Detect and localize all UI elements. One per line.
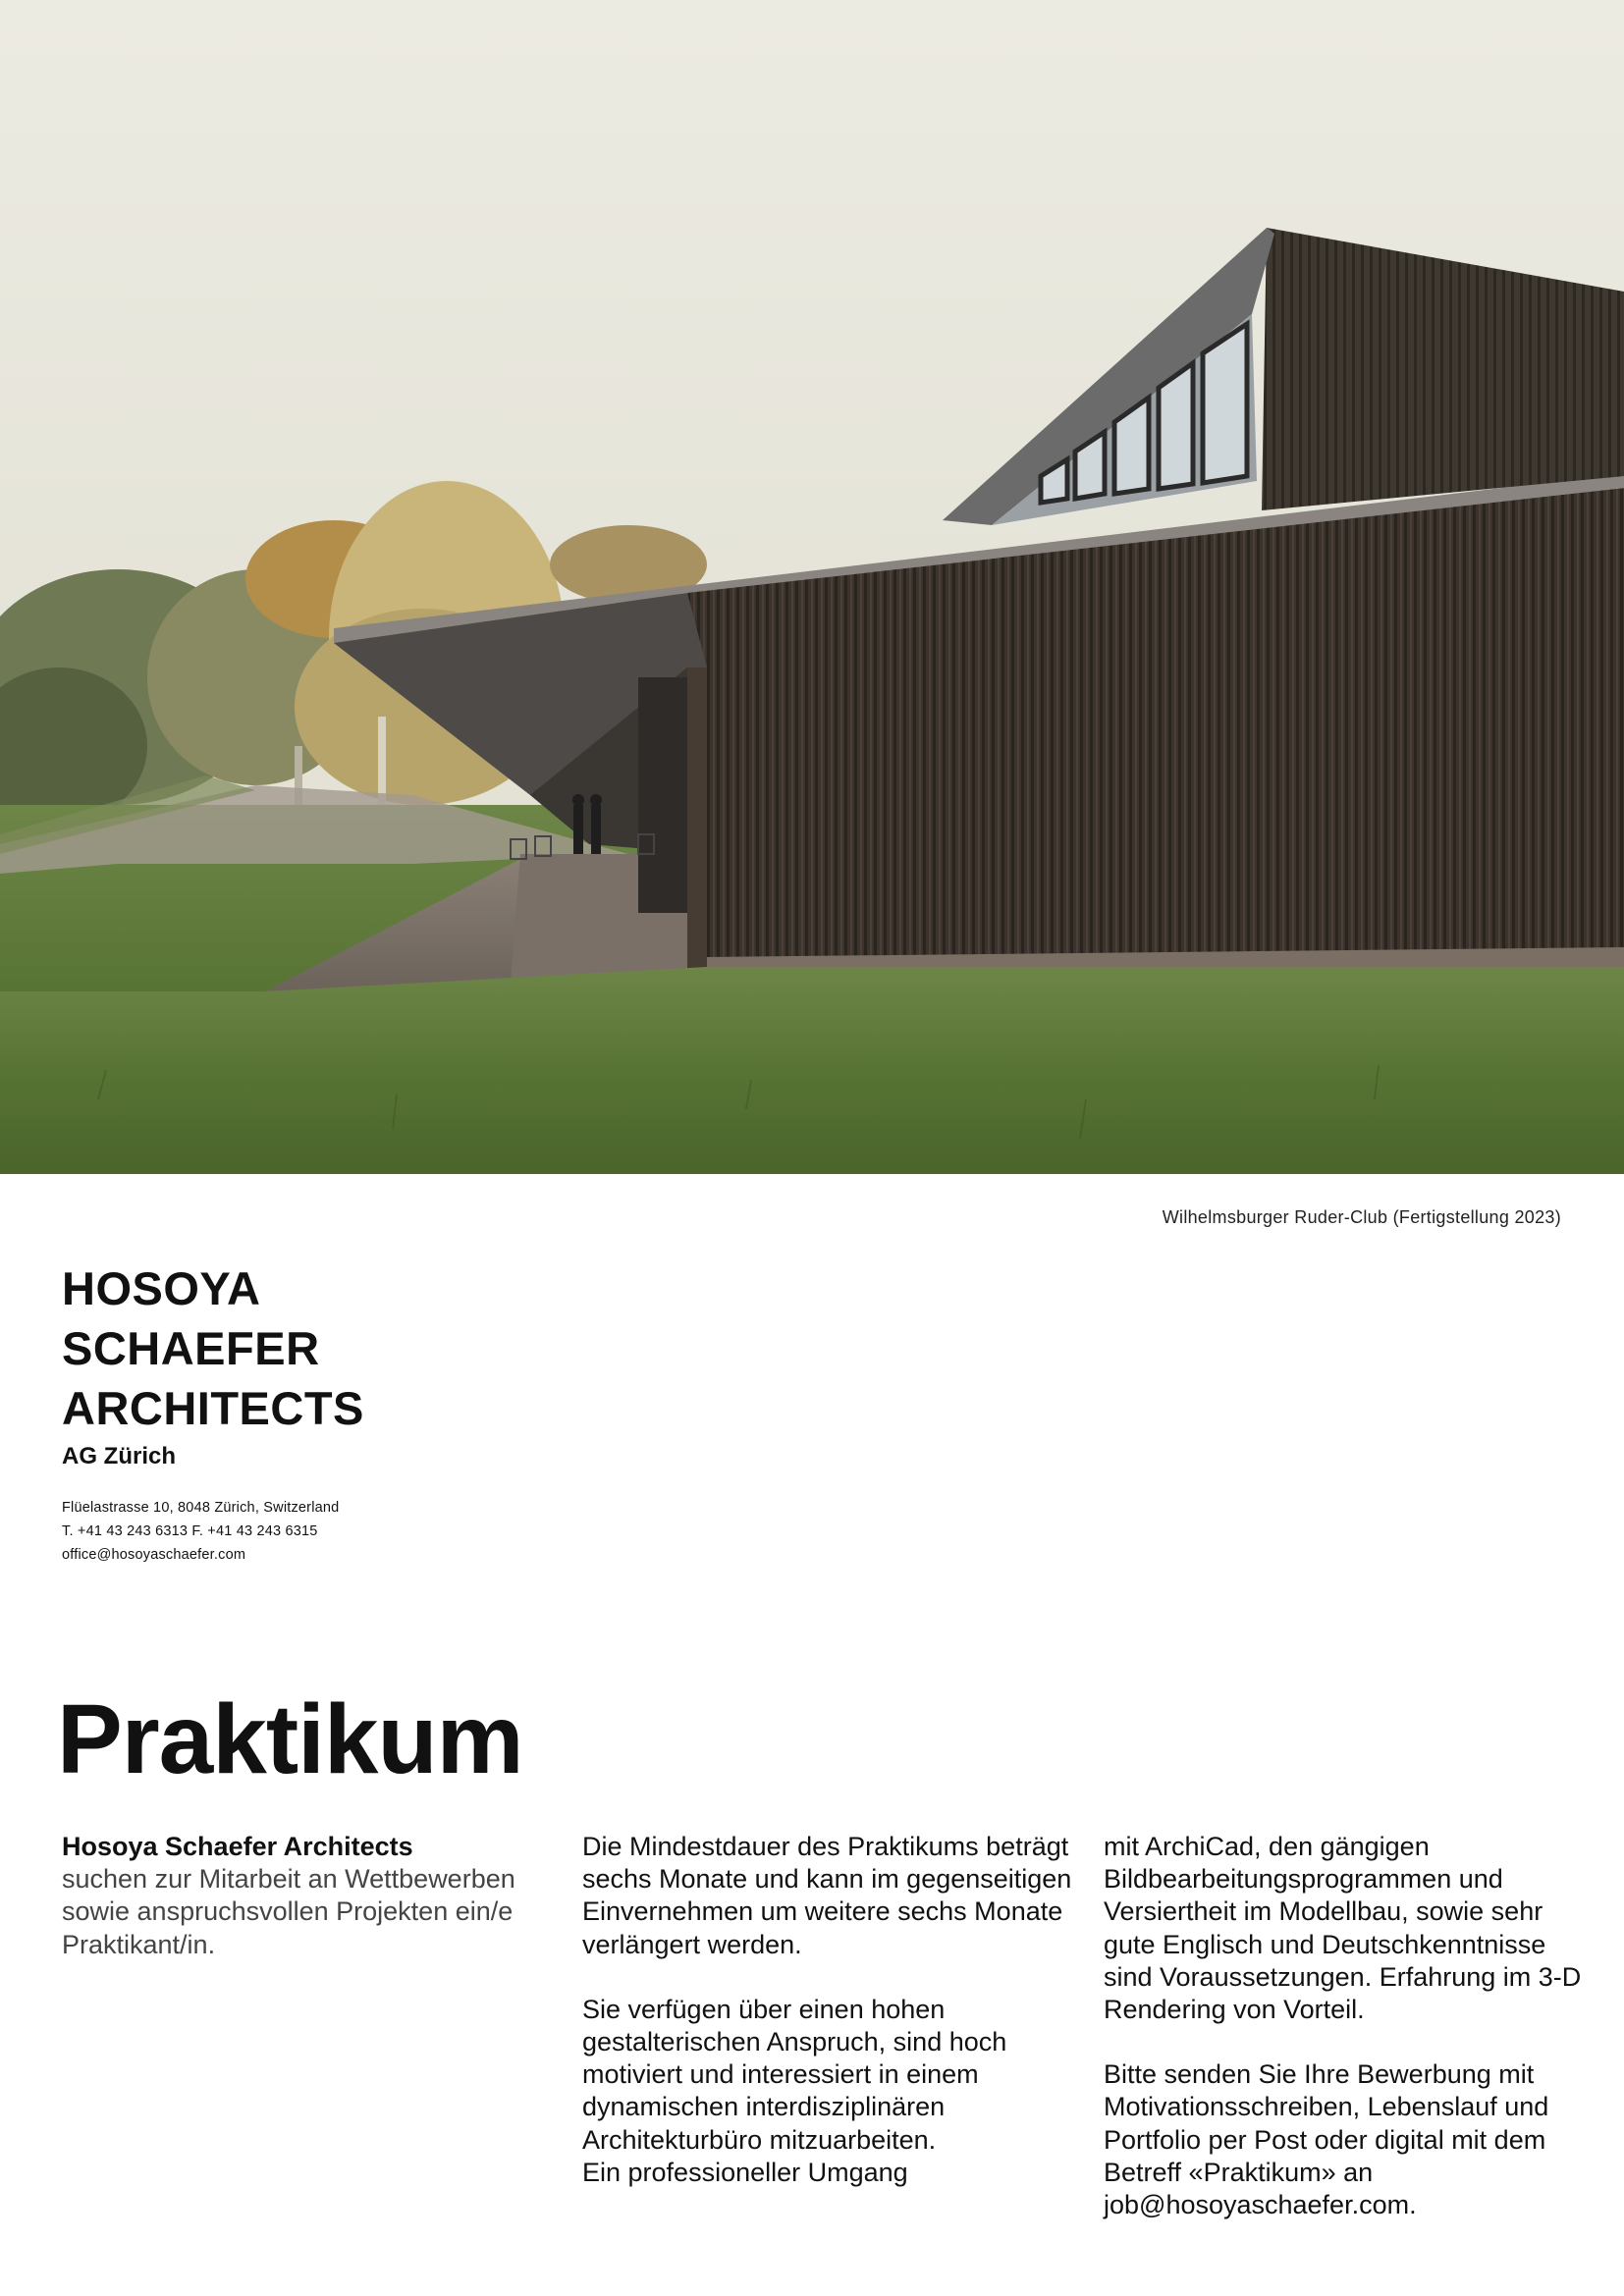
column-intro xyxy=(62,1831,553,1961)
column-details xyxy=(582,1831,1073,2189)
firm-name-line-3: ARCHITECTS xyxy=(62,1382,364,1434)
duration-paragraph: Die Mindestdauer des Praktikums beträgt sechs Monate und kann im gegenseitigen Einvernehmen um weitere sechs Monate verlängert werden. xyxy=(582,1832,1072,1959)
column-requirements xyxy=(1104,1831,1595,2221)
firm-city: AG Zürich xyxy=(62,1443,177,1469)
skills-start: Ein professioneller Umgang xyxy=(582,2157,908,2187)
profile-paragraph: Sie verfügen über einen hohen gestalterischen Anspruch, sind hoch motiviert und interessiert in einem dynamischen interdisziplinären Architekturbüro mitzuarbeiten. xyxy=(582,1994,1007,2155)
firm-name-line-2: SCHAEFER xyxy=(62,1322,320,1374)
intro-text: suchen zur Mitarbeit an Wettbewerben sowie anspruchsvollen Projekten ein/e Praktikant/in. xyxy=(62,1864,515,1959)
page-title: Praktikum xyxy=(57,1684,523,1794)
firm-name-line-1: HOSOYA xyxy=(62,1262,261,1314)
image-caption: Wilhelmsburger Ruder-Club (Fertigstellung 2023) xyxy=(1162,1207,1561,1227)
application-paragraph: Bitte senden Sie Ihre Bewerbung mit Motivationsschreiben, Lebenslauf und Portfolio per Post oder digital mit dem Betreff «Praktikum» an job@hosoyaschaefer.com. xyxy=(1104,2059,1549,2220)
intro-lead: Hosoya Schaefer Architects xyxy=(62,1832,413,1861)
requirements-paragraph: mit ArchiCad, den gängigen Bildbearbeitungsprogrammen und Versiertheit im Modellbau, sowie sehr gute Englisch und Deutschkenntnisse sind Voraussetzungen. Erfahrung im 3-D Rendering von Vorteil. xyxy=(1104,1832,1582,2025)
firm-logo xyxy=(62,1258,364,1438)
firm-address: Flüelastrasse 10, 8048 Zürich, Switzerland xyxy=(62,1500,340,1516)
firm-phone-fax: T. +41 43 243 6313 F. +41 43 243 6315 xyxy=(62,1523,318,1539)
firm-email[interactable]: office@hosoyaschaefer.com xyxy=(62,1547,246,1563)
firm-contact xyxy=(62,1496,339,1567)
